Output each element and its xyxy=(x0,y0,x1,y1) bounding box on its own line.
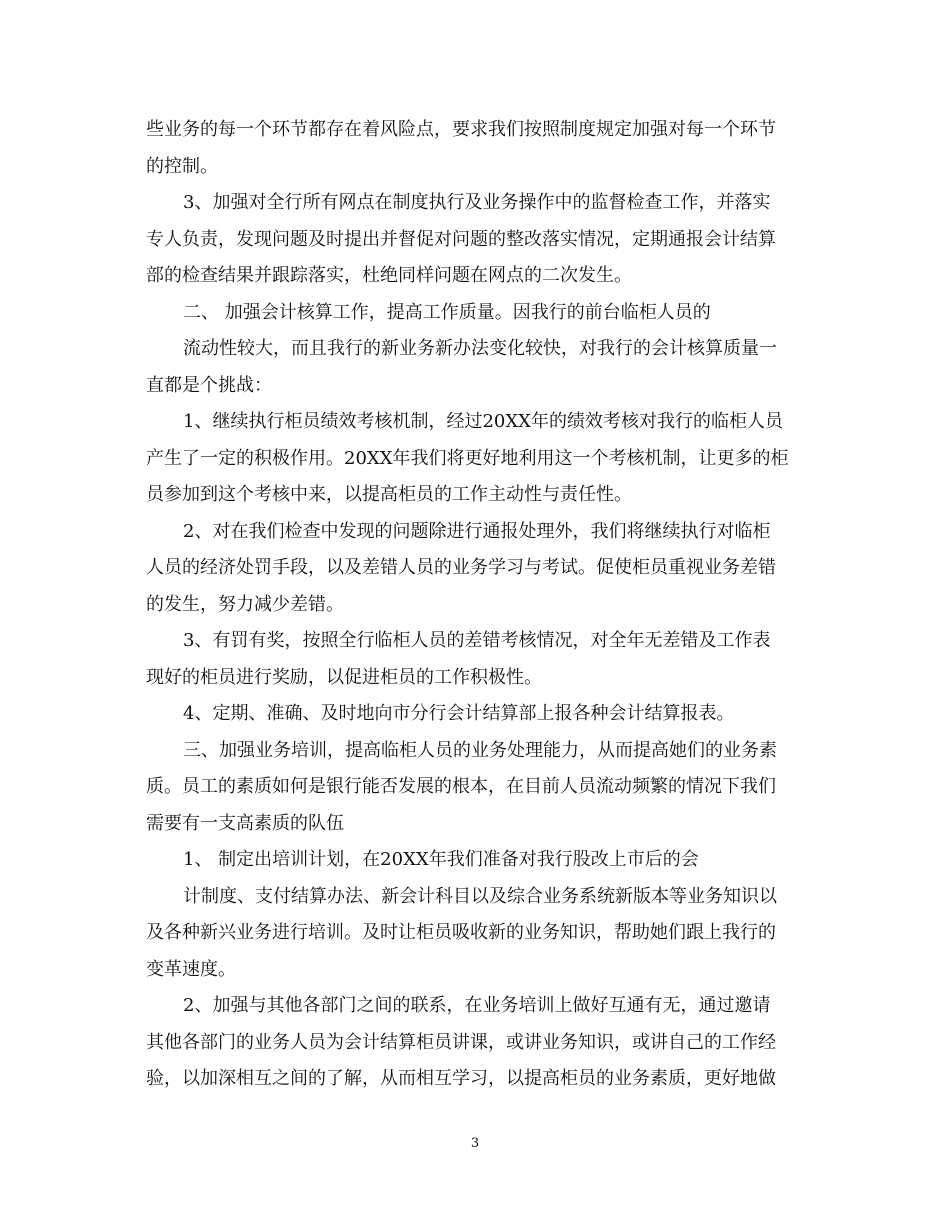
text-line: 3、有罚有奖，按照全行临柜人员的差错考核情况，对全年无差错及工作表 xyxy=(183,630,771,651)
text-line: 3、加强对全行所有网点在制度执行及业务操作中的监督检查工作，并落实 xyxy=(183,192,771,213)
text-line: 质。员工的素质如何是银行能否发展的根本，在目前人员流动频繁的情况下我们 xyxy=(146,776,776,797)
text-line: 流动性较大，而且我行的新业务新办法变化较快，对我行的会计核算质量一 xyxy=(183,338,777,359)
text-line: 的控制。 xyxy=(146,155,218,177)
text-line: 直都是个挑战： xyxy=(146,374,272,396)
text-line: 部的检查结果并跟踪落实，杜绝同样问题在网点的二次发生。 xyxy=(146,265,632,286)
text-line: 2、加强与其他各部门之间的联系，在业务培训上做好互通有无，通过邀请 xyxy=(183,995,771,1016)
text-line: 的发生，努力减少差错。 xyxy=(146,593,344,615)
text-line: 三、加强业务培训，提高临柜人员的业务处理能力，从而提高她们的业务素 xyxy=(183,739,777,761)
text-line: 专人负责，发现问题及时提出并督促对问题的整改落实情况，定期通报会计结算 xyxy=(146,228,776,250)
text-line: 1、继续执行柜员绩效考核机制，经过20XX年的绩效考核对我行的临柜人员 xyxy=(183,411,783,432)
text-line: 需要有一支高素质的队伍 xyxy=(146,812,344,834)
text-line: 现好的柜员进行奖励，以促进柜员的工作积极性。 xyxy=(146,666,542,688)
text-line: 员参加到这个考核中来，以提高柜员的工作主动性与责任性。 xyxy=(146,484,632,505)
text-line: 及各种新兴业务进行培训。及时让柜员吸收新的业务知识，帮助她们跟上我行的 xyxy=(146,922,776,943)
text-line: 计制度、支付结算办法、新会计科目以及综合业务系统新版本等业务知识以 xyxy=(183,885,777,907)
text-line: 些业务的每一个环节都存在着风险点，要求我们按照制度规定加强对每一个环节 xyxy=(146,119,776,140)
text-line: 4、定期、准确、及时地向市分行会计结算部上报各种会计结算报表。 xyxy=(183,703,735,724)
text-line: 变革速度。 xyxy=(146,958,236,980)
body-text xyxy=(146,114,811,1100)
text-line: 1、 制定出培训计划，在20XX年我们准备对我行股改上市后的会 xyxy=(183,849,699,870)
text-line: 产生了一定的积极作用。20XX年我们将更好地利用这一个考核机制，让更多的柜 xyxy=(146,447,789,469)
text-line: 2、对在我们检查中发现的问题除进行通报处理外，我们将继续执行对临柜 xyxy=(183,520,771,542)
text-line: 二、 加强会计核算工作，提高工作质量。因我行的前台临柜人员的 xyxy=(183,301,711,323)
text-line: 人员的经济处罚手段，以及差错人员的业务学习与考试。促使柜员重视业务差错 xyxy=(146,557,776,578)
text-line: 其他各部门的业务人员为会计结算柜员讲课，或讲业务知识，或讲自己的工作经 xyxy=(146,1031,776,1053)
text-line: 验，以加深相互之间的了解，从而相互学习，以提高柜员的业务素质，更好地做 xyxy=(146,1068,776,1089)
page-number: 3 xyxy=(470,1136,480,1151)
